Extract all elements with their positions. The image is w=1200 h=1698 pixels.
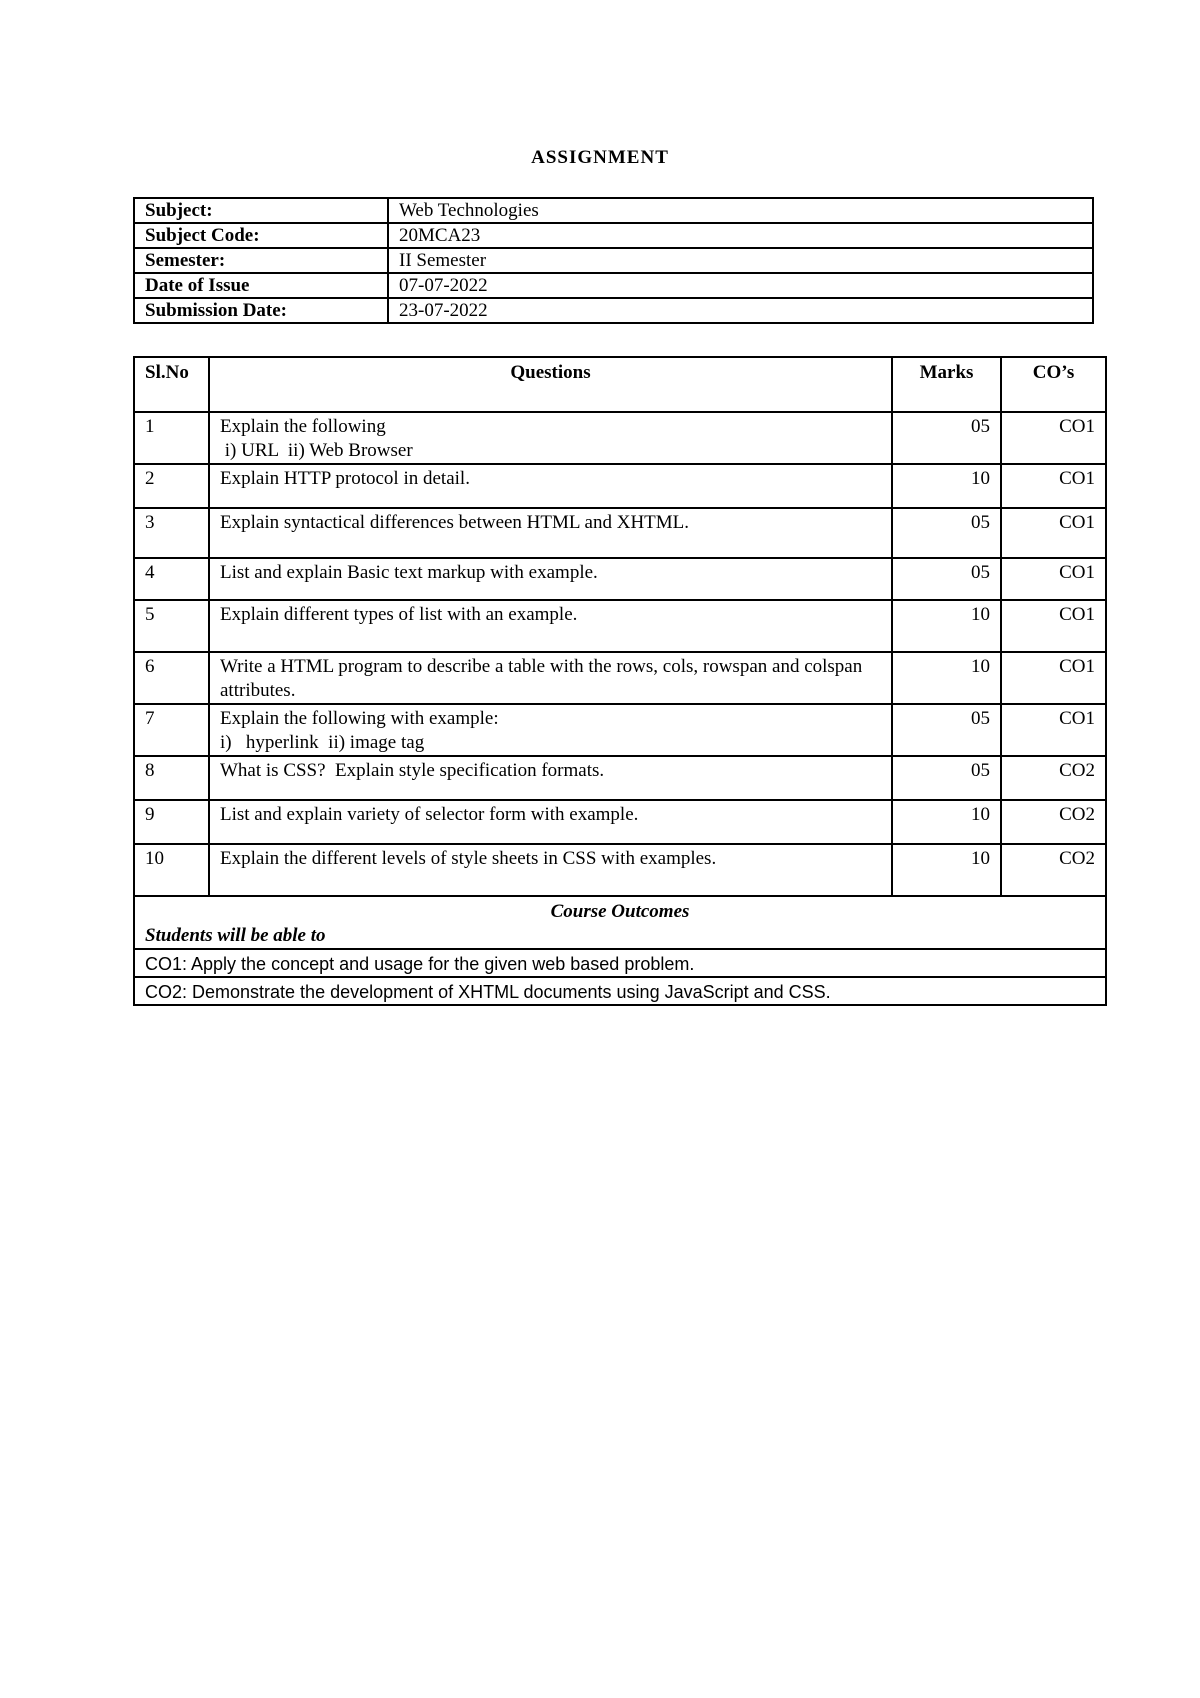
info-value: II Semester bbox=[388, 248, 1093, 273]
table-row bbox=[134, 600, 1106, 652]
header-marks: Marks bbox=[892, 357, 1001, 412]
row-co: CO1 bbox=[1001, 704, 1106, 756]
row-co: CO1 bbox=[1001, 508, 1106, 558]
row-question: List and explain Basic text markup with example. bbox=[209, 558, 892, 600]
info-value: 20MCA23 bbox=[388, 223, 1093, 248]
info-label: Submission Date: bbox=[134, 298, 388, 323]
row-question: Explain the different levels of style sheets in CSS with examples. bbox=[209, 844, 892, 896]
table-row bbox=[134, 704, 1106, 756]
row-marks: 10 bbox=[892, 464, 1001, 508]
row-marks: 05 bbox=[892, 508, 1001, 558]
row-question: List and explain variety of selector form with example. bbox=[209, 800, 892, 844]
info-row-date-of-issue bbox=[134, 273, 1093, 298]
course-outcome-co2: CO2: Demonstrate the development of XHTML documents using JavaScript and CSS. bbox=[134, 977, 1106, 1005]
row-slno: 6 bbox=[134, 652, 209, 704]
table-row bbox=[134, 800, 1106, 844]
row-co: CO1 bbox=[1001, 464, 1106, 508]
row-marks: 10 bbox=[892, 844, 1001, 896]
row-marks: 10 bbox=[892, 800, 1001, 844]
row-co: CO2 bbox=[1001, 756, 1106, 800]
table-row bbox=[134, 756, 1106, 800]
table-row bbox=[134, 412, 1106, 464]
row-slno: 1 bbox=[134, 412, 209, 464]
row-co: CO1 bbox=[1001, 652, 1106, 704]
table-row bbox=[134, 558, 1106, 600]
row-co: CO2 bbox=[1001, 844, 1106, 896]
row-marks: 05 bbox=[892, 412, 1001, 464]
info-value: Web Technologies bbox=[388, 198, 1093, 223]
questions-header-row bbox=[134, 357, 1106, 412]
info-label: Subject Code: bbox=[134, 223, 388, 248]
assignment-info-table bbox=[133, 197, 1094, 324]
row-co: CO1 bbox=[1001, 600, 1106, 652]
row-question: Write a HTML program to describe a table with the rows, cols, rowspan and colspan attributes. bbox=[209, 652, 892, 704]
row-slno: 10 bbox=[134, 844, 209, 896]
row-slno: 8 bbox=[134, 756, 209, 800]
row-marks: 05 bbox=[892, 704, 1001, 756]
row-question: Explain HTTP protocol in detail. bbox=[209, 464, 892, 508]
table-row bbox=[134, 508, 1106, 558]
row-question: What is CSS? Explain style specification formats. bbox=[209, 756, 892, 800]
course-outcome-row bbox=[134, 977, 1106, 1005]
header-cos: CO’s bbox=[1001, 357, 1106, 412]
course-outcome-co1: CO1: Apply the concept and usage for the given web based problem. bbox=[134, 949, 1106, 977]
row-marks: 05 bbox=[892, 756, 1001, 800]
row-slno: 4 bbox=[134, 558, 209, 600]
info-value: 07-07-2022 bbox=[388, 273, 1093, 298]
row-co: CO1 bbox=[1001, 412, 1106, 464]
table-row bbox=[134, 464, 1106, 508]
info-label: Semester: bbox=[134, 248, 388, 273]
info-row-subject-code bbox=[134, 223, 1093, 248]
row-marks: 10 bbox=[892, 652, 1001, 704]
row-marks: 05 bbox=[892, 558, 1001, 600]
header-questions: Questions bbox=[209, 357, 892, 412]
row-slno: 5 bbox=[134, 600, 209, 652]
row-question: Explain the following i) URL ii) Web Browser bbox=[209, 412, 892, 464]
course-outcome-row bbox=[134, 949, 1106, 977]
info-row-subject bbox=[134, 198, 1093, 223]
row-co: CO2 bbox=[1001, 800, 1106, 844]
course-outcomes-heading: Course Outcomes bbox=[550, 901, 690, 922]
row-question: Explain different types of list with an example. bbox=[209, 600, 892, 652]
course-outcomes-heading-cell bbox=[134, 896, 1106, 949]
info-row-submission-date bbox=[134, 298, 1093, 323]
info-label: Subject: bbox=[134, 198, 388, 223]
row-co: CO1 bbox=[1001, 558, 1106, 600]
header-slno: Sl.No bbox=[134, 357, 209, 412]
questions-table bbox=[133, 356, 1107, 1006]
row-slno: 9 bbox=[134, 800, 209, 844]
row-marks: 10 bbox=[892, 600, 1001, 652]
table-row bbox=[134, 844, 1106, 896]
page-title: ASSIGNMENT bbox=[531, 147, 669, 168]
info-value: 23-07-2022 bbox=[388, 298, 1093, 323]
info-label: Date of Issue bbox=[134, 273, 388, 298]
row-slno: 7 bbox=[134, 704, 209, 756]
row-question: Explain syntactical differences between HTML and XHTML. bbox=[209, 508, 892, 558]
table-row bbox=[134, 652, 1106, 704]
info-row-semester bbox=[134, 248, 1093, 273]
course-outcomes-heading-row bbox=[134, 896, 1106, 949]
row-question: Explain the following with example: i) hyperlink ii) image tag bbox=[209, 704, 892, 756]
row-slno: 2 bbox=[134, 464, 209, 508]
row-slno: 3 bbox=[134, 508, 209, 558]
course-outcomes-subheading: Students will be able to bbox=[145, 925, 326, 946]
